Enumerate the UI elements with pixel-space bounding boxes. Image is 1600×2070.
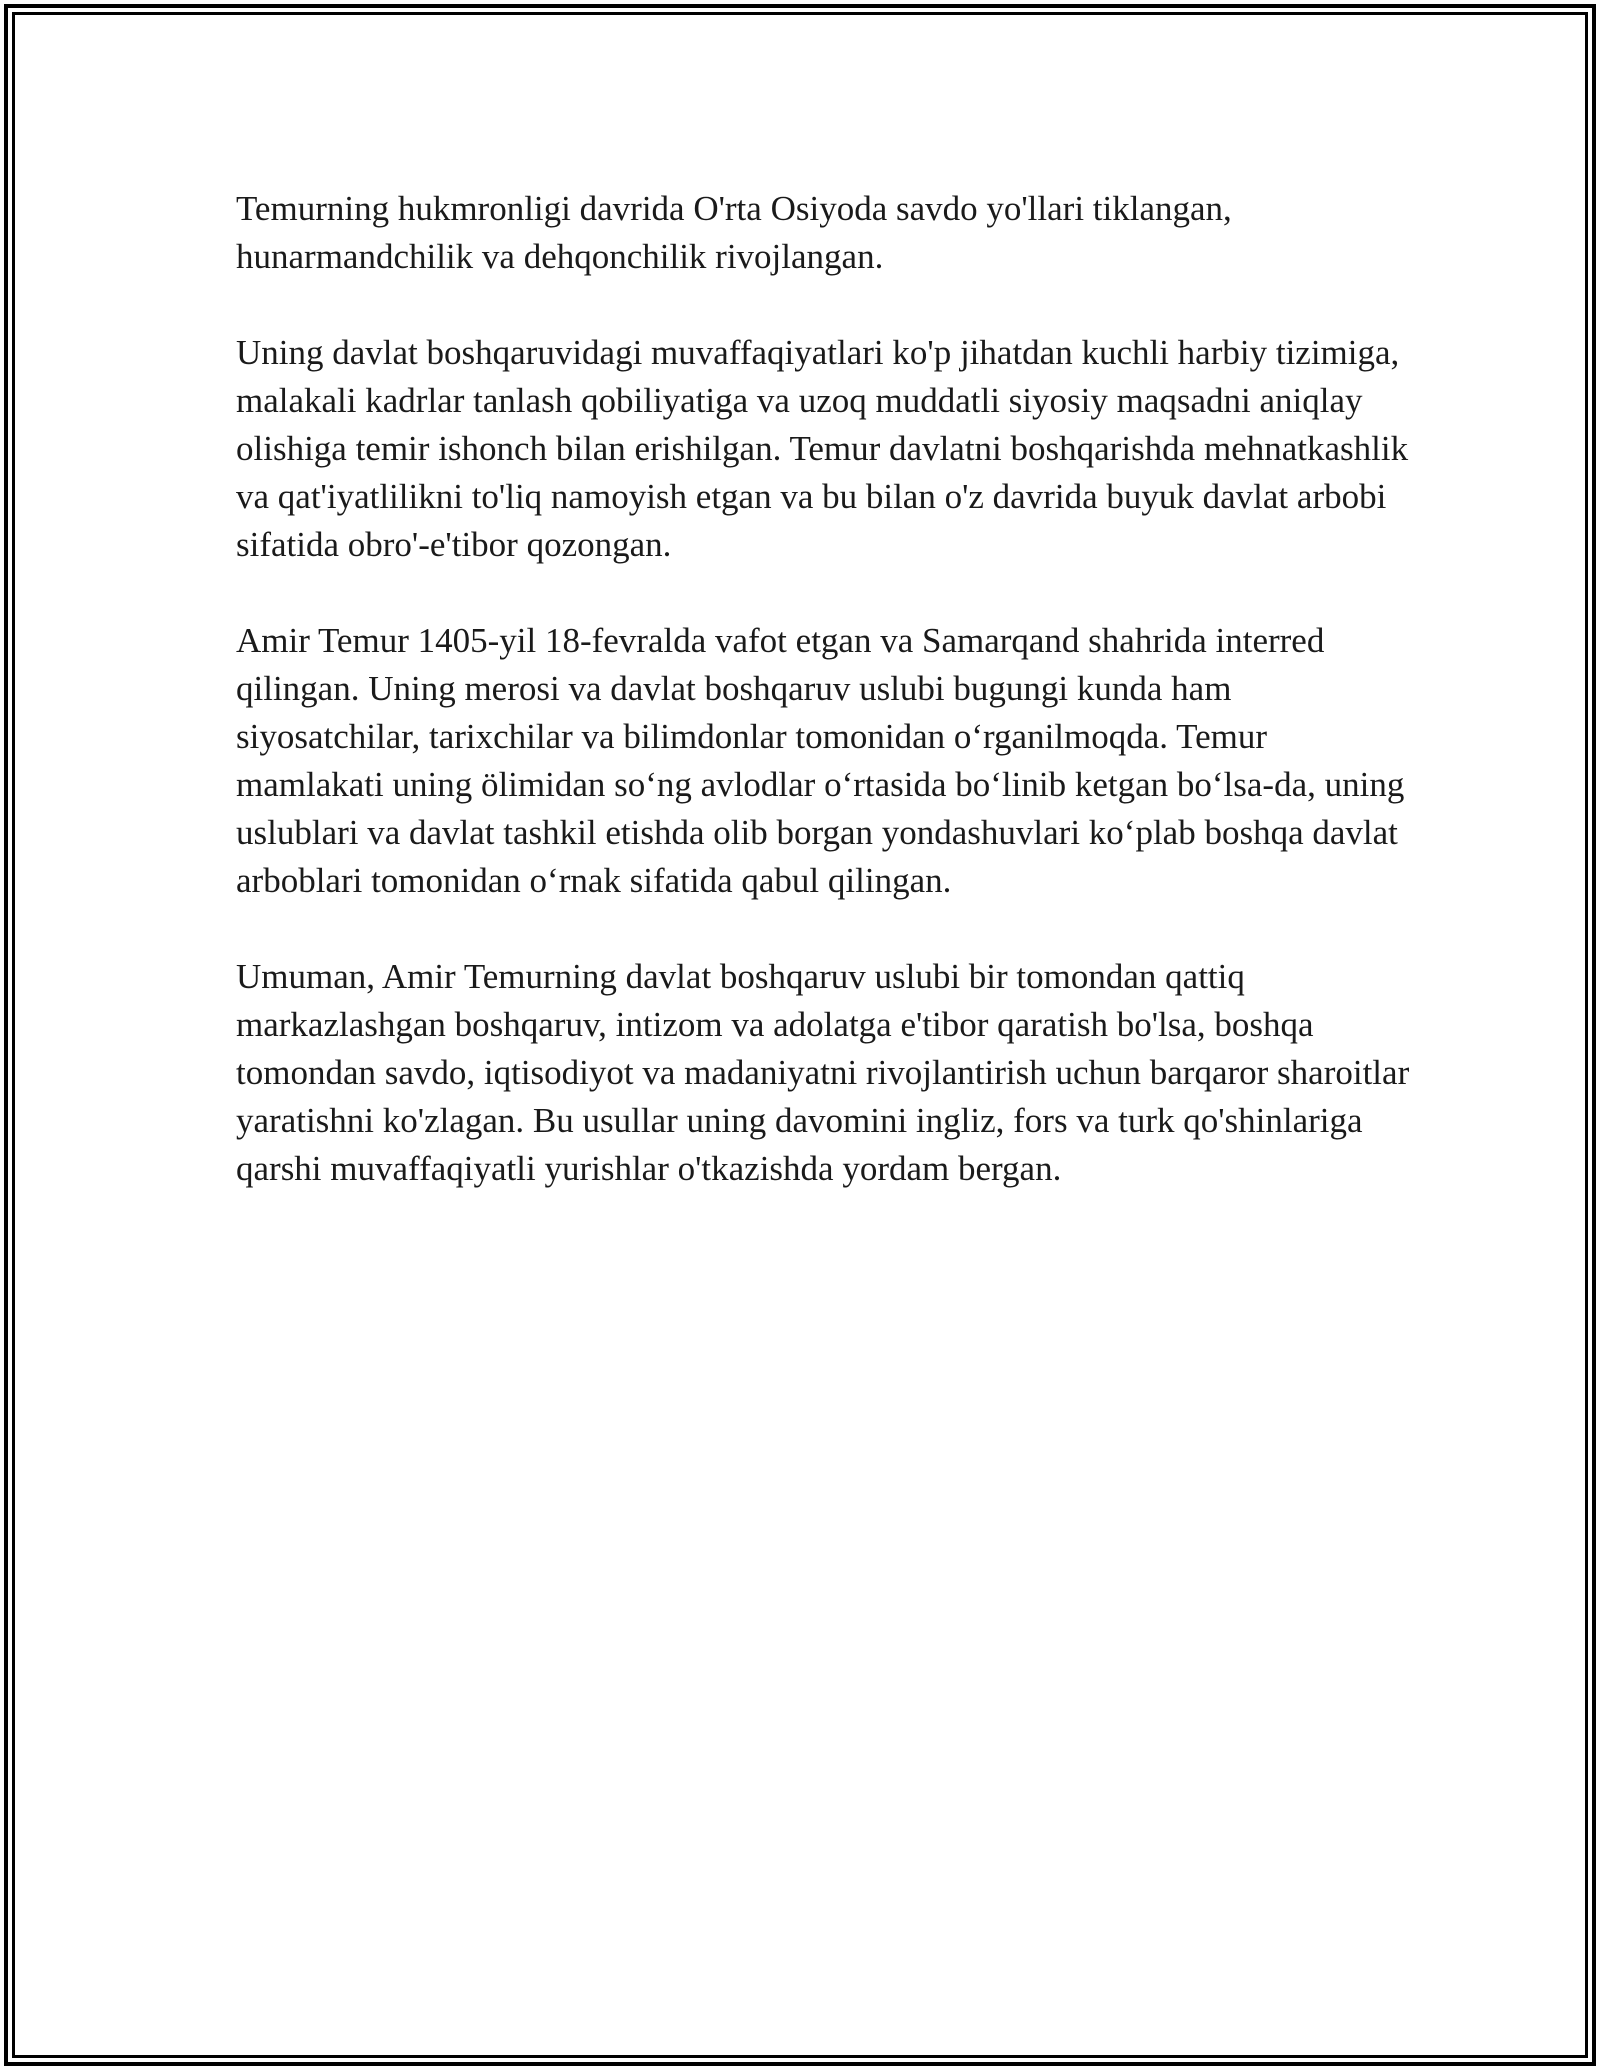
paragraph-trade-routes: Temurning hukmronligi davrida O'rta Osiyoda savdo yo'llari tiklangan, hunarmandchilik va dehqonchilik rivojlangan. [236, 189, 1232, 276]
paragraph-death-and-legacy: Amir Temur 1405-yil 18-fevralda vafot etgan va Samarqand shahrida interred qilingan. Uning merosi va davlat boshqaruv uslubi bugungi kunda ham siyosatchilar, tarixchilar va bilimdonlar tomonidan o‘rganilmoqda. Temur mamlakati uning ölimidan so‘ng avlodlar o‘rtasida bo‘linib ketgan bo‘lsa-da, uning uslublari va davlat tashkil etishda olib borgan yondashuvlari ko‘plab boshqa davlat arboblari tomonidan o‘rnak sifatida qabul qilingan. [236, 621, 1405, 900]
paragraph-summary: Umuman, Amir Temurning davlat boshqaruv uslubi bir tomondan qattiq markazlashgan boshqaruv, intizom va adolatga e'tibor qaratish bo'lsa, boshqa tomondan savdo, iqtisodiyot va madaniyatni rivojlantirish uchun barqaror sharoitlar yaratishni ko'zlagan. Bu usullar uning davomini ingliz, fors va turk qo'shinlariga qarshi muvaffaqiyatli yurishlar o'tkazishda yordam bergan. [236, 957, 1410, 1188]
document-body [236, 185, 1416, 1241]
paragraph-governance-success: Uning davlat boshqaruvidagi muvaffaqiyatlari ko'p jihatdan kuchli harbiy tizimiga, malakali kadrlar tanlash qobiliyatiga va uzoq muddatli siyosiy maqsadni aniqlay olishiga temir ishonch bilan erishilgan. Temur davlatni boshqarishda mehnatkashlik va qat'iyatlilikni to'liq namoyish etgan va bu bilan o'z davrida buyuk davlat arbobi sifatida obro'-e'tibor qozongan. [236, 333, 1409, 564]
